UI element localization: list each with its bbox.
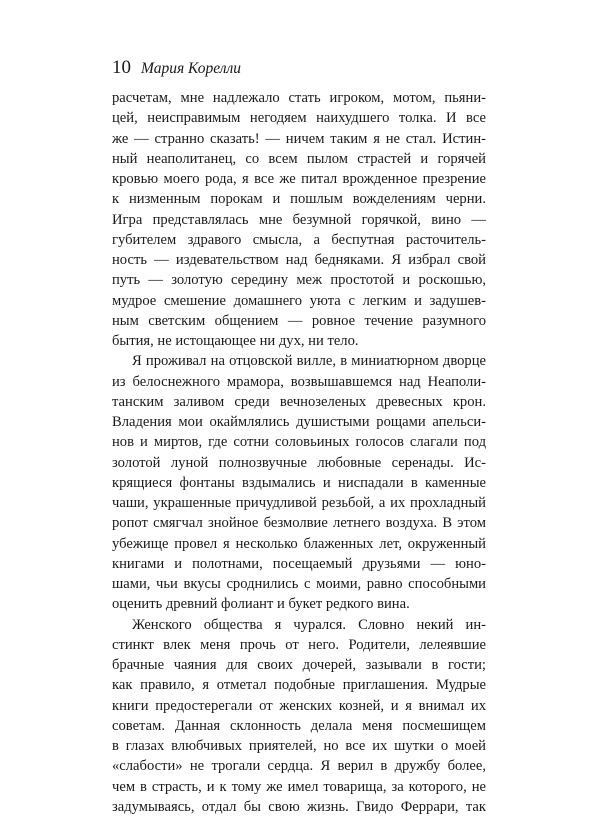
text-line: из белоснежного мрамора, возвышавшемся над Неаполи- <box>112 373 486 390</box>
text-line: книгами и полотнами, посещаемый друзьями — юно- <box>112 555 486 572</box>
text-line: мудрое смешение домашнего уюта с легким и задушев- <box>112 292 486 309</box>
text-line: танским заливом среди вечнозеленых древесных крон. <box>112 393 486 410</box>
text-line: кровью моего рода, я все же питал врожденное презрение <box>112 171 486 187</box>
text-line: к низменным порокам и пошлым вожделениям черни. <box>112 191 486 208</box>
text-line: «слабости» не трогали сердца. Я верил в дружбу более, <box>112 758 486 775</box>
text-line: золотой луной полнозвучные любовные серенады. Ис- <box>112 454 486 471</box>
text-line: убежище провел я несколько блаженных лет, окруженный <box>112 535 486 552</box>
page-number: 10 <box>112 57 131 78</box>
text-line: стинкт влек меня прочь от него. Родители, лелеявшие <box>112 636 486 653</box>
text-line: Владения мои окаймлялись душистыми рощами апельси- <box>112 414 486 430</box>
text-line: чаши, украшенные причудливой резьбой, а их прохладный <box>112 495 486 511</box>
text-line: шами, чьи вкусы сроднились с моими, равно способными <box>112 576 486 592</box>
text-line: задумываясь, отдал бы свою жизнь. Гвидо Феррари, так <box>112 798 486 815</box>
text-line: нов и миртов, где сотни соловьиных голосов слагали под <box>112 434 486 451</box>
text-line: Игра представлялась мне безумной горячкой, вино — <box>112 211 486 228</box>
text-line: ность — издевательством над бедняками. Я избрал свой <box>112 252 486 268</box>
body-text <box>112 88 486 817</box>
text-line: Я проживал на отцовской вилле, в миниатюрном дворце <box>132 353 486 370</box>
text-line: цей, неисправимым негодяем наихудшего толка. И все <box>112 110 486 127</box>
text-line: советам. Данная склонность делала меня посмешищем <box>112 717 486 734</box>
text-line: чем в страсть, и к тому же имел товарища, за которого, не <box>112 778 486 795</box>
text-line: бытия, не истощающее ни дух, ни тело. <box>112 333 359 349</box>
running-head <box>112 57 241 81</box>
text-line: ропот смягчал знойное безмолвие летнего воздуха. В этом <box>112 515 486 532</box>
text-line: расчетам, мне надлежало стать игроком, мотом, пьяни- <box>112 90 486 106</box>
text-line: в глазах влюбчивых приятелей, но все их шутки о моей <box>112 738 486 754</box>
text-line: брачные чаяния для своих дочерей, зазывали в гости; <box>112 657 486 673</box>
text-line: Женского общества я чурался. Словно некий ин- <box>132 616 486 633</box>
author-name: Мария Корелли <box>141 60 241 77</box>
text-line: путь — золотую середину меж простотой и роскошью, <box>112 272 486 289</box>
text-line: же — странно сказать! — ничем таким я не стал. Истин- <box>112 130 486 147</box>
text-line: губителем здравого смысла, а беспутная расточитель- <box>112 231 486 248</box>
text-line: ный неаполитанец, со всем пылом страстей и горячей <box>112 150 486 167</box>
text-line: крящиеся фонтаны вздымались и ниспадали в каменные <box>112 474 486 491</box>
text-line: как правило, я отметал подобные приглашения. Мудрые <box>112 677 486 694</box>
text-line: оценить древний фолиант и букет редкого вина. <box>112 596 410 613</box>
text-line: ным светским общением — ровное течение разумного <box>112 312 486 329</box>
text-line: книги предостерегали от женских козней, и я внимал их <box>112 697 486 714</box>
